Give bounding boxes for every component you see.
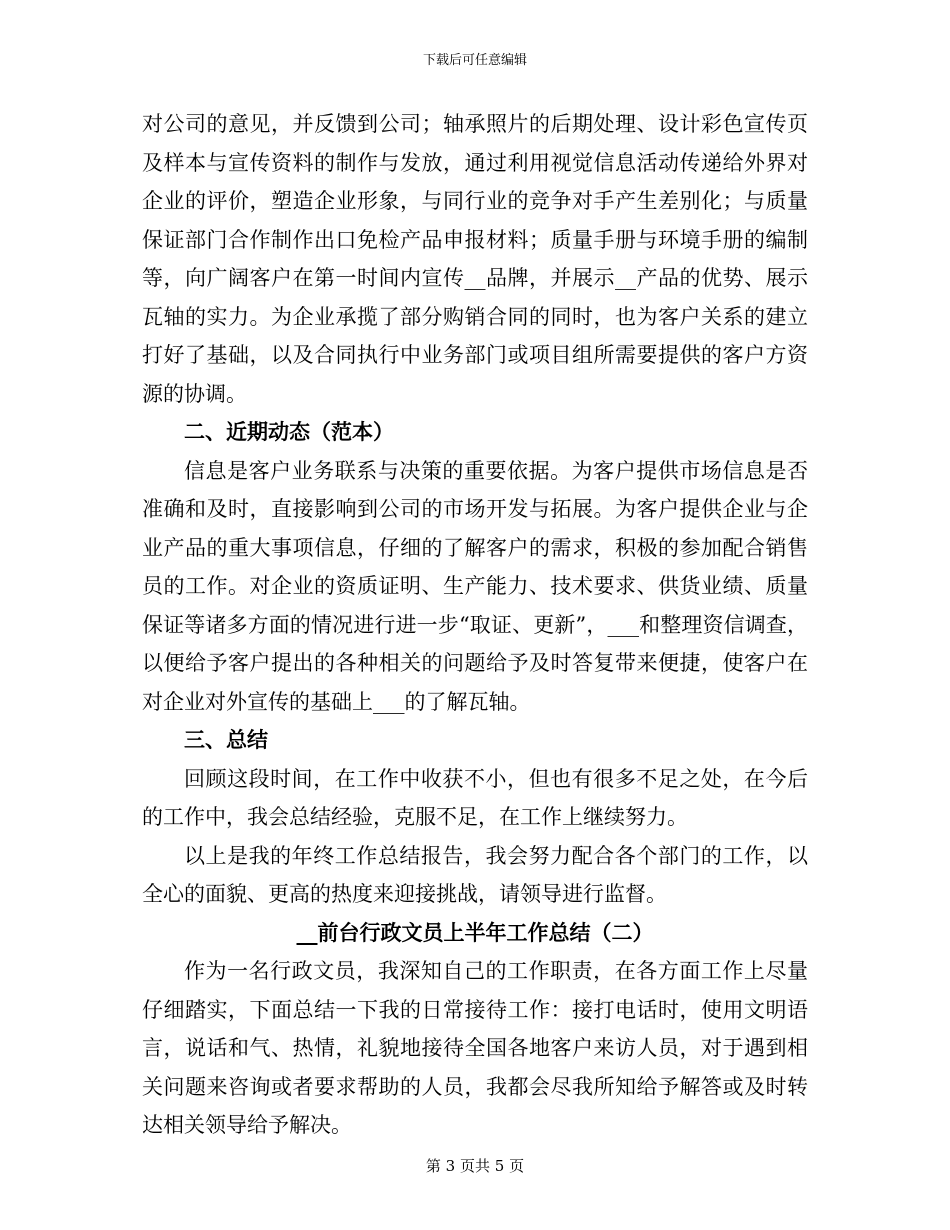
paragraph-continued: 对公司的意见，并反馈到公司；轴承照片的后期处理、设计彩色宣传页及样本与宣传资料的制作与发放，通过利用视觉信息活动传递给外界对企业的评价，塑造企业形象，与同行业的竞争对手产生差别化；与质量保证部门合作制作出口免检产品申报材料；质量手册与环境手册的编制等，向广阔客户在第一时间内宣传__品牌，并展示__产品的优势、展示瓦轴的实力。为企业承揽了部分购销合同的同时，也为客户关系的建立打好了基础，以及合同执行中业务部门或项目组所需要提供的客户方资源的协调。 (142, 112, 808, 406)
page-number: 第 3 页共 5 页 (425, 1157, 525, 1175)
section-heading-summary: 三、总结 (184, 727, 268, 752)
paragraph-reception-work: 作为一名行政文员，我深知自己的工作职责，在各方面工作上尽量仔细踏实，下面总结一下我的日常接待工作：接打电话时，使用文明语言，说话和气、热情，礼貌地接待全国各地客户来访人员，对于遇到相关问题来咨询或者要求帮助的人员，我都会尽我所知给予解答或及时转达相关领导给予解决。 (142, 959, 808, 1137)
page-header: 下载后可任意编辑 (422, 53, 527, 68)
paragraph-recent-news: 信息是客户业务联系与决策的重要依据。为客户提供市场信息是否准确和及时，直接影响到公司的市场开发与拓展。为客户提供企业与企业产品的重大事项信息，仔细的了解客户的需求，积极的参加配合销售员的工作。对企业的资质证明、生产能力、技术要求、供货业绩、质量保证等诸多方面的情况进行进一步“取证、更新”，___和整理资信调查，以便给予客户提出的各种相关的问题给予及时答复带来便捷，使客户在对企业对外宣传的基础上___的了解瓦轴。 (142, 458, 808, 714)
paragraph-closing: 以上是我的年终工作总结报告，我会努力配合各个部门的工作，以全心的面貌、更高的热度来迎接挑战，请领导进行监督。 (142, 843, 808, 906)
document-title: __前台行政文员上半年工作总结（二） (296, 919, 654, 945)
paragraph-summary: 回顾这段时间，在工作中收获不小，但也有很多不足之处，在今后的工作中，我会总结经验，克服不足，在工作上继续努力。 (142, 766, 808, 829)
section-heading-recent-news: 二、近期动态（范本） (184, 419, 394, 444)
document-body (142, 105, 808, 1145)
